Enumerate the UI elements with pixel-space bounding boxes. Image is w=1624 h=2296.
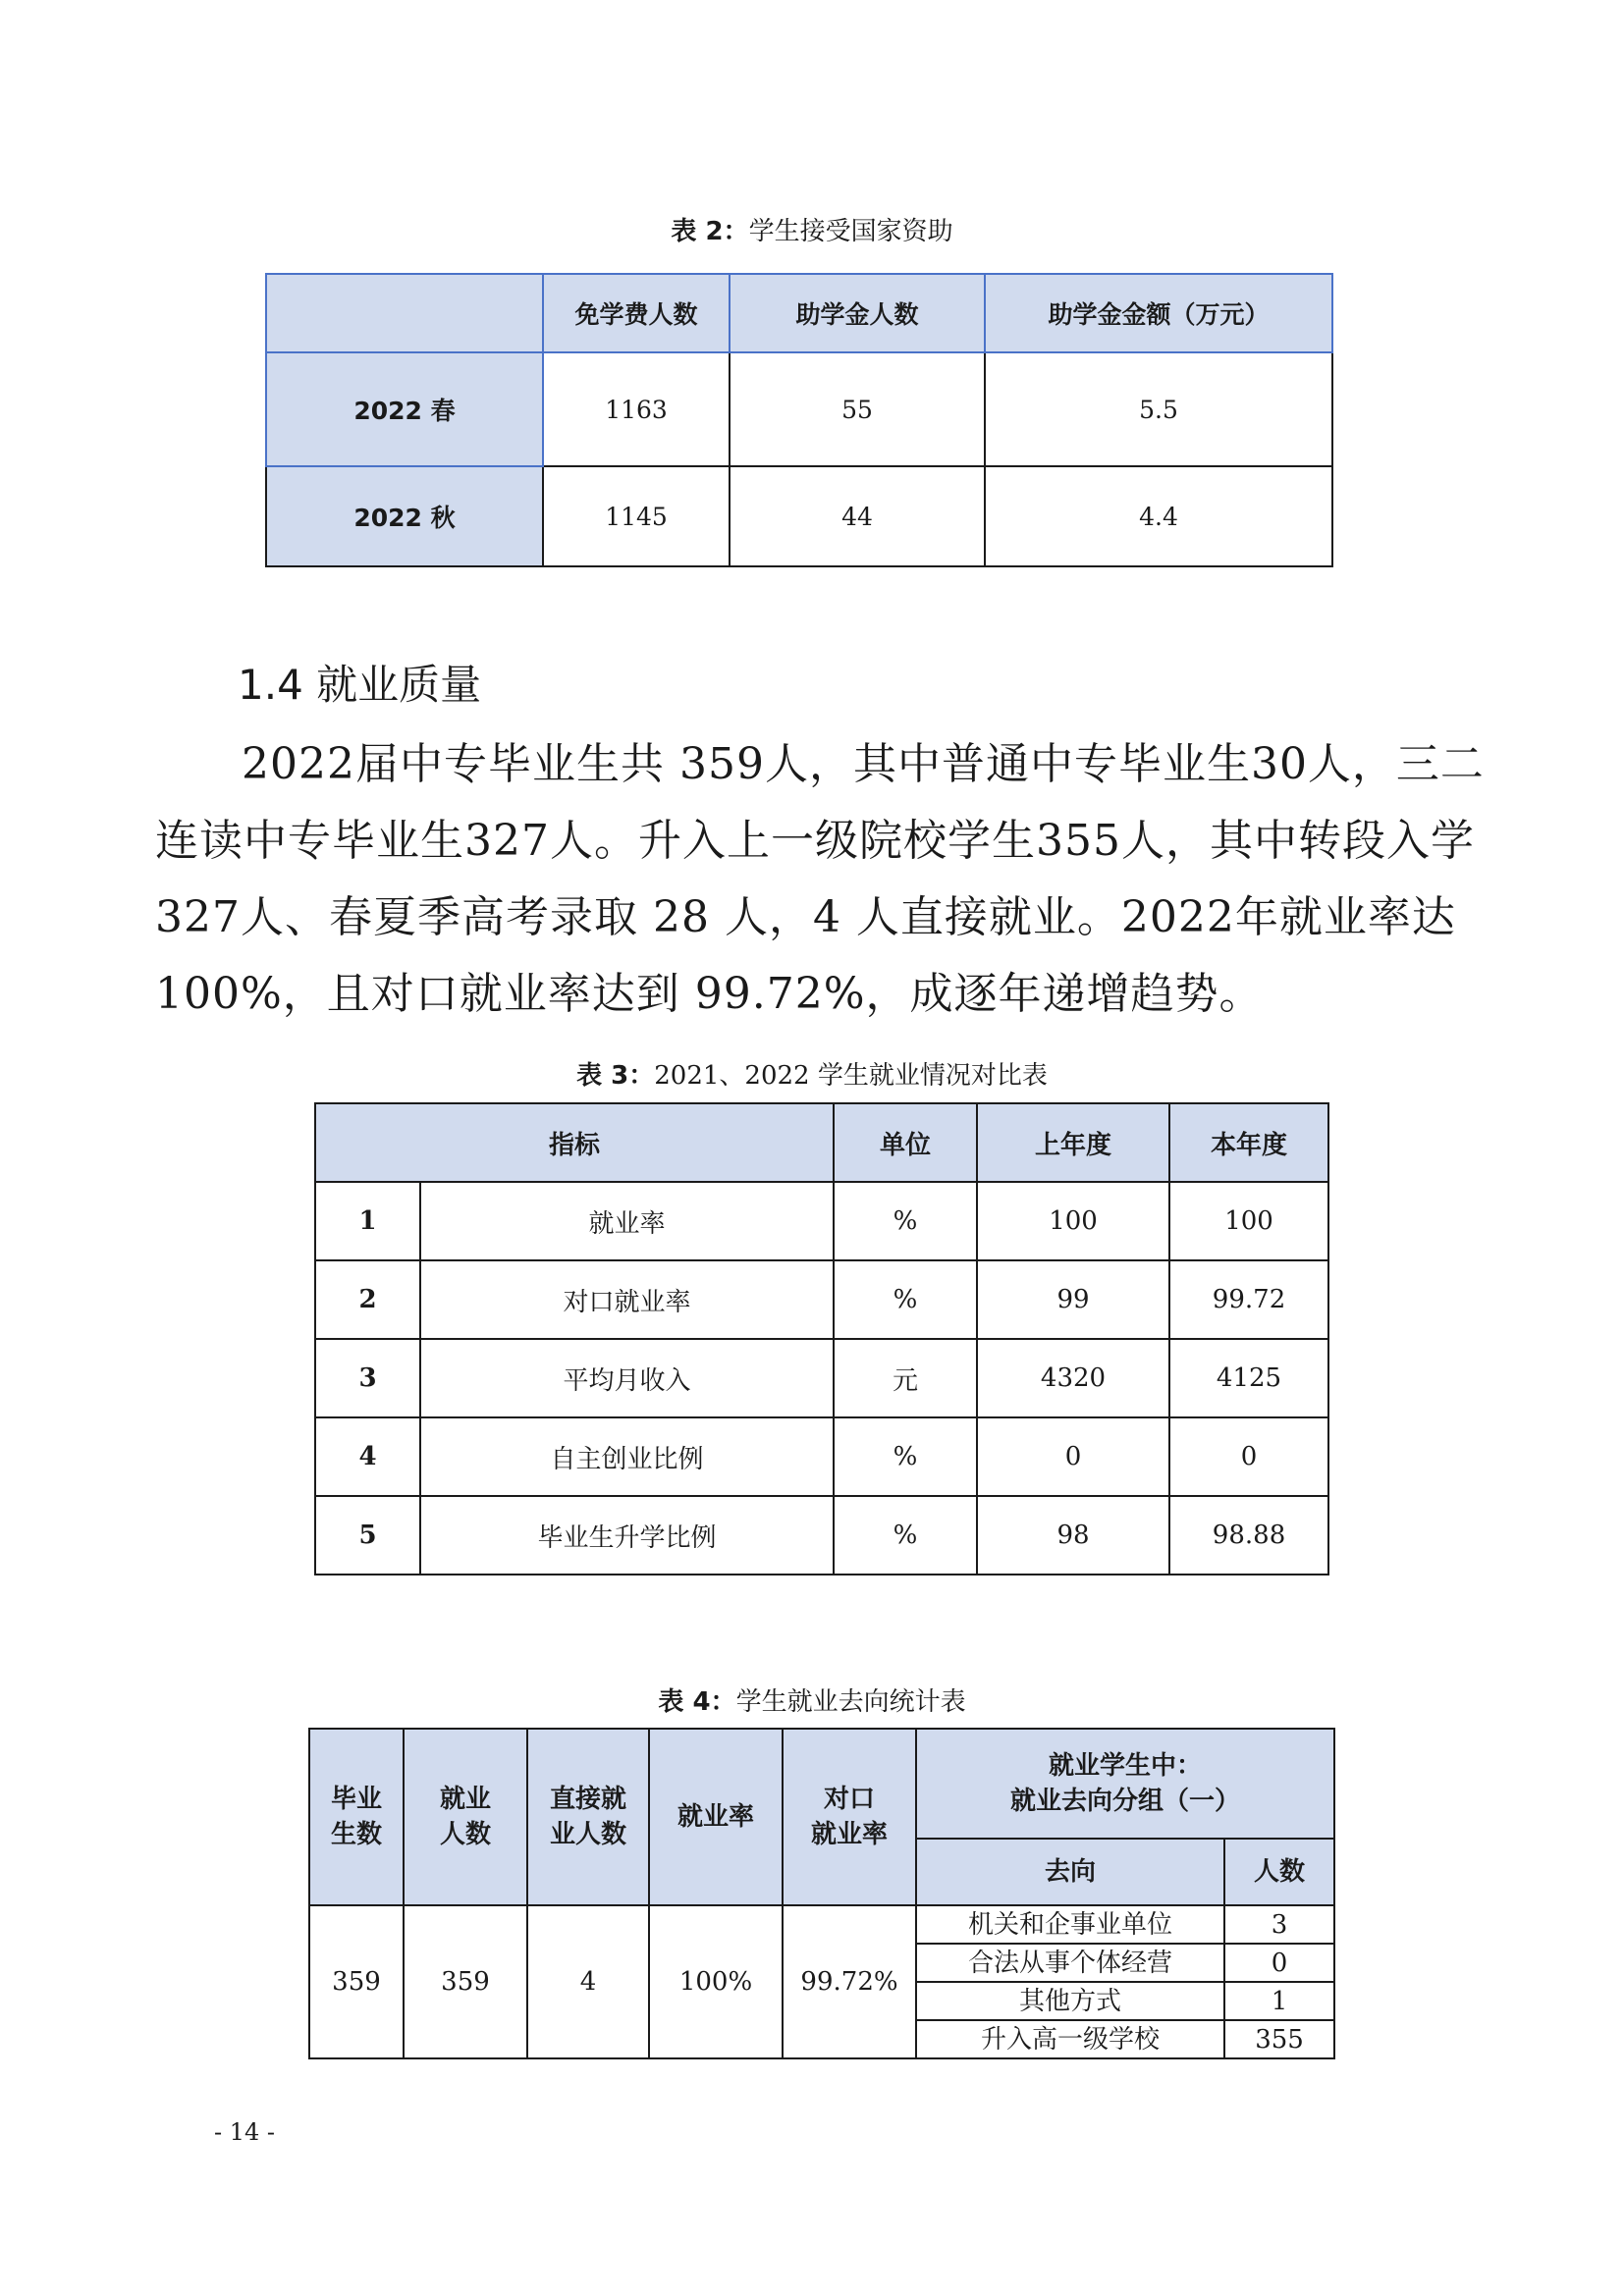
table4-value-direct: 4 — [527, 1905, 649, 2058]
table3-header-last-year: 上年度 — [977, 1103, 1169, 1182]
table4-value-graduates: 359 — [309, 1905, 404, 2058]
table3-row-index: 1 — [315, 1182, 420, 1260]
table2-cell: 4.4 — [985, 466, 1332, 566]
table3-caption — [0, 1060, 1624, 1092]
table4-header-destination: 去向 — [916, 1839, 1224, 1905]
table4-destination-name: 机关和企事业单位 — [916, 1905, 1224, 1944]
table3-caption-text: 2021、2022 学生就业情况对比表 — [654, 1061, 1048, 1091]
table3-row-last-year: 98 — [977, 1496, 1169, 1575]
section-paragraph: 2022届中专毕业生共 359人，其中普通中专毕业生30人，三二连读中专毕业生327人。升入上一级院校学生355人，其中转段入学327人、春夏季高考录取 28 人，4 人直接就业。2022年就业率达100%，且对口就业率达到 99.72%，成逐年递增趋势。 — [155, 739, 1485, 1019]
table4-header-matched — [783, 1729, 916, 1905]
table3-row-last-year: 99 — [977, 1260, 1169, 1339]
table4-employment-destinations — [308, 1728, 1335, 2059]
table4-header-graduates-line2: 生数 — [330, 1820, 382, 1849]
table4-value-employed: 359 — [404, 1905, 527, 2058]
table3-row-this-year: 100 — [1169, 1182, 1328, 1260]
table4-value-rate: 100% — [649, 1905, 783, 2058]
table3-header-this-year: 本年度 — [1169, 1103, 1328, 1182]
table4-caption-label: 表 4： — [658, 1687, 736, 1717]
table4-caption — [0, 1686, 1624, 1718]
table4-caption-text: 学生就业去向统计表 — [735, 1687, 966, 1717]
table3-row-unit: % — [834, 1417, 977, 1496]
table3-row-indicator: 毕业生升学比例 — [420, 1496, 834, 1575]
table2-cell: 1145 — [543, 466, 730, 566]
table3-row-indicator: 对口就业率 — [420, 1260, 834, 1339]
table2-financial-aid — [265, 273, 1333, 567]
table3-row-index: 2 — [315, 1260, 420, 1339]
table3-row-unit: % — [834, 1496, 977, 1575]
table4-header-employed — [404, 1729, 527, 1905]
table4-header-direct-line2: 业人数 — [549, 1820, 626, 1849]
table3-row-indicator: 自主创业比例 — [420, 1417, 834, 1496]
table4-value-matched: 99.72% — [783, 1905, 916, 2058]
table4-header-group-line2: 就业去向分组（一） — [1010, 1787, 1241, 1816]
table3-row-last-year: 100 — [977, 1182, 1169, 1260]
table4-header-direct — [527, 1729, 649, 1905]
table2-header-grant-amount: 助学金金额（万元） — [985, 274, 1332, 352]
table4-header-graduates-line1: 毕业 — [330, 1785, 382, 1814]
table3-header-indicator: 指标 — [315, 1103, 834, 1182]
table3-row-this-year: 0 — [1169, 1417, 1328, 1496]
table2-header-tuition-free: 免学费人数 — [543, 274, 730, 352]
section-title: 1.4 就业质量 — [238, 661, 482, 709]
table2-cell: 5.5 — [985, 352, 1332, 466]
table2-header-grant-count: 助学金人数 — [730, 274, 985, 352]
table3-row-index: 5 — [315, 1496, 420, 1575]
table4-header-employed-line2: 人数 — [439, 1820, 491, 1849]
table4-header-graduates — [309, 1729, 404, 1905]
table4-header-matched-line1: 对口 — [823, 1785, 875, 1814]
table4-header-group-line1: 就业学生中： — [1049, 1751, 1203, 1781]
table2-row-label: 2022 春 — [266, 352, 543, 466]
table4-destination-name: 其他方式 — [916, 1982, 1224, 2020]
table3-row-this-year: 98.88 — [1169, 1496, 1328, 1575]
table3-employment-comparison — [314, 1102, 1329, 1575]
table4-header-direct-line1: 直接就 — [549, 1785, 626, 1814]
table4-destination-count: 0 — [1224, 1944, 1334, 1982]
table4-header-matched-line2: 就业率 — [810, 1820, 888, 1849]
table3-row-indicator: 平均月收入 — [420, 1339, 834, 1417]
table4-destination-name: 合法从事个体经营 — [916, 1944, 1224, 1982]
table4-destination-count: 355 — [1224, 2020, 1334, 2058]
table3-row-index: 4 — [315, 1417, 420, 1496]
table2-caption-label: 表 2： — [671, 217, 749, 246]
table3-row-index: 3 — [315, 1339, 420, 1417]
table3-row-last-year: 4320 — [977, 1339, 1169, 1417]
table4-destination-count: 1 — [1224, 1982, 1334, 2020]
table2-cell: 1163 — [543, 352, 730, 466]
table4-destination-name: 升入高一级学校 — [916, 2020, 1224, 2058]
table2-cell: 44 — [730, 466, 985, 566]
table3-header-unit: 单位 — [834, 1103, 977, 1182]
table4-header-group — [916, 1729, 1334, 1839]
table3-caption-label: 表 3： — [576, 1061, 655, 1091]
table2-row-label: 2022 秋 — [266, 466, 543, 566]
table3-row-this-year: 4125 — [1169, 1339, 1328, 1417]
page-number: - 14 - — [214, 2118, 276, 2146]
table2-header-corner — [266, 274, 543, 352]
table2-caption-text: 学生接受国家资助 — [748, 217, 953, 246]
table2-caption — [0, 216, 1624, 247]
table3-row-unit: % — [834, 1182, 977, 1260]
table4-header-count: 人数 — [1224, 1839, 1334, 1905]
table3-row-unit: 元 — [834, 1339, 977, 1417]
table3-row-this-year: 99.72 — [1169, 1260, 1328, 1339]
table2-cell: 55 — [730, 352, 985, 466]
table3-row-indicator: 就业率 — [420, 1182, 834, 1260]
table4-header-employed-line1: 就业 — [439, 1785, 491, 1814]
table3-row-last-year: 0 — [977, 1417, 1169, 1496]
table4-destination-count: 3 — [1224, 1905, 1334, 1944]
table3-row-unit: % — [834, 1260, 977, 1339]
table4-header-rate: 就业率 — [649, 1729, 783, 1905]
